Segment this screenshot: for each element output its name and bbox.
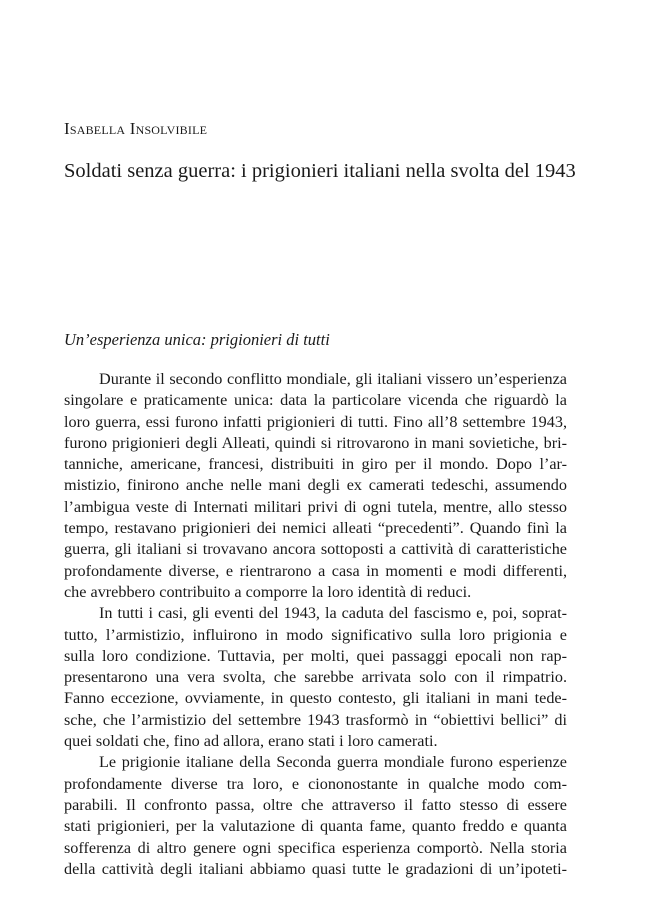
body-line: tutto, l’armistizio, influirono in modo significativo sulla loro prigionia e [64, 625, 567, 644]
body-line: sofferenza di altro genere ogni specifica esperienza comportò. Nella storia [64, 838, 567, 857]
body-line: In tutti i casi, gli eventi del 1943, la caduta del fascismo e, poi, soprat- [99, 604, 567, 623]
body-line: furono prigionieri degli Alleati, quindi si ritrovarono in mani sovietiche, bri- [64, 433, 567, 452]
body-line: singolare e praticamente unica: data la particolare vicenda che riguardò la [64, 391, 567, 410]
body-line: stati prigionieri, per la valutazione di quanta fame, quanto freddo e quanta [64, 817, 567, 836]
author-name: Isabella Insolvibile [64, 119, 208, 138]
body-line: della cattività degli italiani abbiamo quasi tutte le gradazioni di un’ipoteti- [64, 859, 567, 878]
body-line: Le prigionie italiane della Seconda guerra mondiale furono esperienze [99, 753, 567, 772]
body-text [64, 369, 567, 880]
body-line: tanniche, americane, francesi, distribuiti in giro per il mondo. Dopo l’ar- [64, 455, 567, 474]
body-line: presentarono una vera svolta, che sarebbe arrivata solo con il rimpatrio. [64, 668, 567, 687]
body-line: Durante il secondo conflitto mondiale, gli italiani vissero un’esperienza [99, 370, 567, 388]
body-line: profondamente diverse, e rientrarono a casa in momenti e modi differenti, [64, 561, 567, 580]
body-line: Fanno eccezione, ovviamente, in questo contesto, gli italiani in mani tede- [64, 689, 567, 708]
document-page [64, 0, 576, 910]
body-line: sche, che l’armistizio del settembre 1943 trasformò in “obiettivi bellici” di [64, 710, 567, 729]
body-line: parabili. Il confronto passa, oltre che attraverso il fatto stesso di essere [64, 795, 567, 814]
body-line: profondamente diverse tra loro, e ciononostante in qualche modo com- [64, 774, 567, 793]
body-line: quei soldati che, fino ad allora, erano stati i loro camerati. [64, 732, 438, 751]
body-line: sulla loro condizione. Tuttavia, per molti, quei passaggi epocali non rap- [64, 646, 567, 665]
body-line: loro guerra, essi furono infatti prigionieri di tutti. Fino all’8 settembre 1943, [64, 412, 567, 431]
body-line: tempo, restavano prigionieri dei nemici alleati “precedenti”. Quando finì la [64, 519, 567, 538]
body-line: che avrebbero contribuito a comporre la loro identità di reduci. [64, 582, 472, 601]
chapter-title: Soldati senza guerra: i prigionieri italiani nella svolta del 1943 [64, 160, 576, 182]
section-heading: Un’esperienza unica: prigionieri di tutti [64, 330, 330, 349]
body-line: l’ambigua veste di Internati militari privi di ogni tutela, mentre, allo stesso [64, 497, 567, 516]
body-line: guerra, gli italiani si trovavano ancora sottoposti a cattività di caratteristiche [64, 540, 567, 559]
body-line: mistizio, finirono anche nelle mani degli ex camerati tedeschi, assumendo [64, 476, 567, 495]
